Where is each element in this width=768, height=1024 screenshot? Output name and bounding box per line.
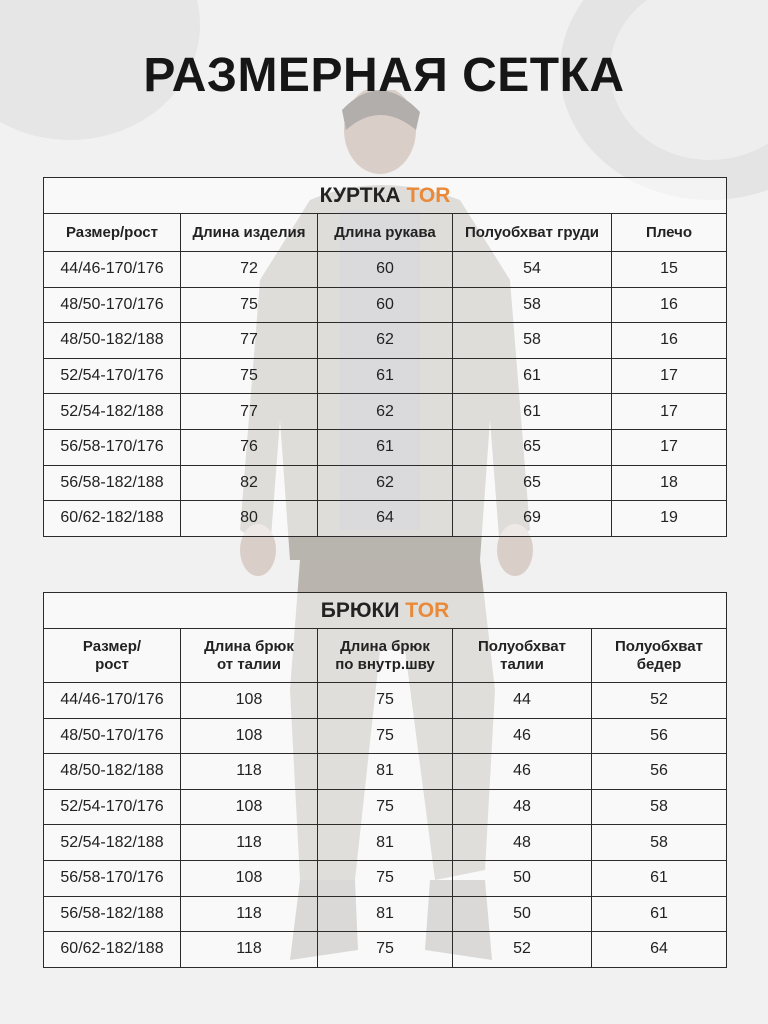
value-cell: 50 (453, 860, 592, 896)
value-cell: 75 (318, 789, 453, 825)
value-cell: 108 (181, 718, 318, 754)
value-cell: 75 (318, 718, 453, 754)
column-header: Длина рукава (318, 214, 453, 252)
value-cell: 118 (181, 932, 318, 968)
value-cell: 75 (318, 860, 453, 896)
column-header (318, 629, 453, 683)
value-cell: 118 (181, 754, 318, 790)
value-cell: 17 (612, 429, 727, 465)
value-cell: 80 (181, 501, 318, 537)
table-row (44, 394, 727, 430)
table-row (44, 825, 727, 861)
pants-caption (44, 593, 727, 629)
value-cell: 48 (453, 825, 592, 861)
value-cell: 62 (318, 323, 453, 359)
value-cell: 54 (453, 252, 612, 288)
value-cell: 69 (453, 501, 612, 537)
value-cell: 118 (181, 825, 318, 861)
value-cell: 75 (181, 287, 318, 323)
table-header-row (44, 629, 727, 683)
value-cell: 64 (592, 932, 727, 968)
value-cell: 75 (318, 683, 453, 719)
value-cell: 60 (318, 252, 453, 288)
value-cell: 50 (453, 896, 592, 932)
column-header (453, 629, 592, 683)
table-row (44, 896, 727, 932)
size-cell: 48/50-170/176 (44, 287, 181, 323)
value-cell: 61 (592, 860, 727, 896)
table-row (44, 932, 727, 968)
value-cell: 81 (318, 896, 453, 932)
value-cell: 58 (592, 825, 727, 861)
value-cell: 76 (181, 429, 318, 465)
table-caption-row (44, 178, 727, 214)
size-cell: 44/46-170/176 (44, 683, 181, 719)
brand-name: TOR (405, 598, 450, 622)
table-row (44, 718, 727, 754)
table-caption-row (44, 593, 727, 629)
value-cell: 108 (181, 683, 318, 719)
value-cell: 61 (453, 358, 612, 394)
value-cell: 82 (181, 465, 318, 501)
column-header (592, 629, 727, 683)
value-cell: 75 (181, 358, 318, 394)
column-header (181, 629, 318, 683)
column-header-line: Длина брюк (340, 637, 430, 655)
size-cell: 48/50-182/188 (44, 754, 181, 790)
value-cell: 108 (181, 789, 318, 825)
jacket-size-table (43, 177, 727, 537)
size-cell: 48/50-170/176 (44, 718, 181, 754)
size-cell: 56/58-170/176 (44, 860, 181, 896)
value-cell: 65 (453, 465, 612, 501)
column-header-line: Полуобхват (478, 637, 566, 655)
value-cell: 61 (318, 429, 453, 465)
value-cell: 108 (181, 860, 318, 896)
value-cell: 77 (181, 394, 318, 430)
table-row (44, 789, 727, 825)
column-header: Полуобхват груди (453, 214, 612, 252)
size-cell: 60/62-182/188 (44, 501, 181, 537)
table-row (44, 754, 727, 790)
value-cell: 58 (453, 287, 612, 323)
column-header-line: Полуобхват (615, 637, 703, 655)
value-cell: 61 (318, 358, 453, 394)
value-cell: 75 (318, 932, 453, 968)
column-header-line: от талии (217, 655, 281, 673)
size-cell: 48/50-182/188 (44, 323, 181, 359)
value-cell: 81 (318, 825, 453, 861)
value-cell: 81 (318, 754, 453, 790)
jacket-caption (44, 178, 727, 214)
column-header: Размер/рост (44, 214, 181, 252)
table-row (44, 683, 727, 719)
value-cell: 46 (453, 754, 592, 790)
column-header: Плечо (612, 214, 727, 252)
value-cell: 19 (612, 501, 727, 537)
table-row (44, 465, 727, 501)
value-cell: 16 (612, 323, 727, 359)
value-cell: 17 (612, 358, 727, 394)
table-row (44, 860, 727, 896)
table-header-row (44, 214, 727, 252)
brand-name: TOR (406, 183, 451, 207)
value-cell: 77 (181, 323, 318, 359)
value-cell: 17 (612, 394, 727, 430)
value-cell: 62 (318, 394, 453, 430)
size-cell: 52/54-182/188 (44, 394, 181, 430)
table-row (44, 501, 727, 537)
size-cell: 52/54-182/188 (44, 825, 181, 861)
column-header: Длина изделия (181, 214, 318, 252)
size-cell: 56/58-170/176 (44, 429, 181, 465)
value-cell: 61 (592, 896, 727, 932)
column-header-line: рост (95, 655, 129, 673)
value-cell: 118 (181, 896, 318, 932)
size-cell: 44/46-170/176 (44, 252, 181, 288)
value-cell: 52 (453, 932, 592, 968)
table-row (44, 358, 727, 394)
value-cell: 44 (453, 683, 592, 719)
column-header-line: талии (500, 655, 544, 673)
value-cell: 15 (612, 252, 727, 288)
value-cell: 65 (453, 429, 612, 465)
pants-caption-word: БРЮКИ (320, 598, 400, 622)
column-header-line: бедер (636, 655, 682, 673)
value-cell: 18 (612, 465, 727, 501)
value-cell: 72 (181, 252, 318, 288)
size-cell: 52/54-170/176 (44, 789, 181, 825)
value-cell: 56 (592, 754, 727, 790)
column-header-line: по внутр.шву (335, 655, 435, 673)
value-cell: 60 (318, 287, 453, 323)
size-cell: 60/62-182/188 (44, 932, 181, 968)
table-row (44, 252, 727, 288)
value-cell: 62 (318, 465, 453, 501)
table-row (44, 323, 727, 359)
column-header (44, 629, 181, 683)
column-header-line: Длина брюк (204, 637, 294, 655)
table-row (44, 287, 727, 323)
jacket-caption-word: КУРТКА (319, 183, 401, 207)
value-cell: 16 (612, 287, 727, 323)
value-cell: 58 (453, 323, 612, 359)
value-cell: 46 (453, 718, 592, 754)
value-cell: 64 (318, 501, 453, 537)
value-cell: 61 (453, 394, 612, 430)
value-cell: 56 (592, 718, 727, 754)
column-header-line: Размер/ (82, 637, 142, 655)
size-cell: 56/58-182/188 (44, 896, 181, 932)
size-cell: 56/58-182/188 (44, 465, 181, 501)
pants-size-table (43, 592, 727, 968)
value-cell: 58 (592, 789, 727, 825)
value-cell: 48 (453, 789, 592, 825)
page-title: РАЗМЕРНАЯ СЕТКА (143, 49, 625, 102)
size-cell: 52/54-170/176 (44, 358, 181, 394)
value-cell: 52 (592, 683, 727, 719)
table-row (44, 429, 727, 465)
